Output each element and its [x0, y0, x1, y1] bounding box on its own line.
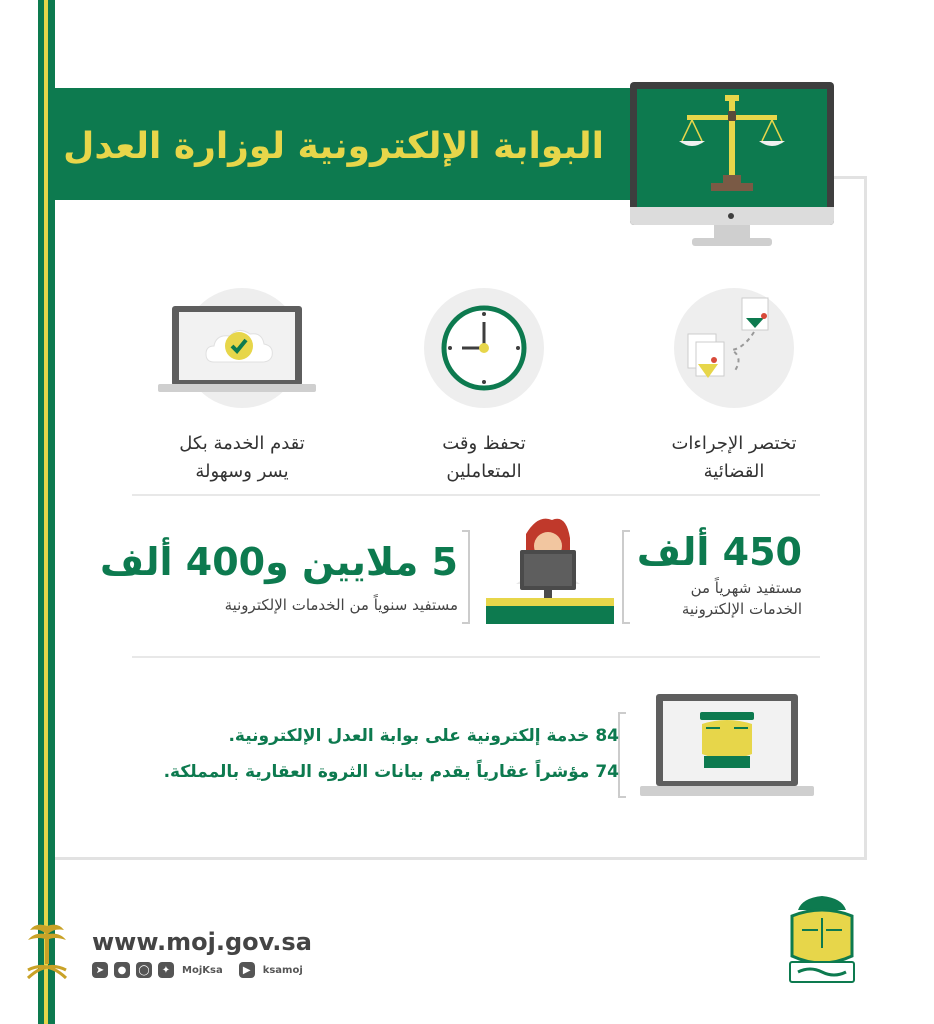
monthly-stat-value: 450 ألف [636, 530, 802, 574]
feature-label-line2: القضائية [703, 461, 765, 482]
feature-label-line2: المتعاملين [446, 461, 522, 482]
laptop-emblem-icon [640, 694, 814, 802]
handle-ksamoj[interactable]: ksamoj [262, 964, 303, 976]
yearly-stat-line1: مستفيد سنوياً من الخدمات الإلكترونية [224, 596, 458, 614]
yearly-stat-value: 5 ملايين و400 ألف [100, 540, 458, 584]
telegram-icon[interactable]: ➤ [92, 962, 108, 978]
bracket-left [462, 530, 470, 624]
monthly-stat-line1: مستفيد شهرياً من [690, 579, 802, 597]
social-links [92, 962, 313, 978]
twitter-icon[interactable]: ✦ [158, 962, 174, 978]
documents-path-icon [674, 288, 794, 408]
feature-save-time [374, 288, 594, 486]
bracket-bullets [618, 712, 626, 798]
monitor-base [692, 238, 772, 246]
bullet-indicators: 74 مؤشراً عقارياً يقدم بيانات الثروة العقارية بالمملكة. [163, 762, 619, 782]
bullet-services: 84 خدمة إلكترونية على بوابة العدل الإلكترونية. [228, 726, 619, 746]
handle-mojksa[interactable]: MojKsa [182, 964, 223, 976]
section-divider [132, 656, 820, 658]
section-divider [132, 494, 820, 496]
page-title: البوابة الإلكترونية لوزارة العدل [63, 126, 604, 167]
snapchat-icon[interactable]: ● [114, 962, 130, 978]
ministry-emblem-logo [778, 892, 866, 988]
monthly-stat-line2: الخدمات الإلكترونية [681, 600, 802, 618]
palm-swords-logo [22, 920, 72, 986]
feature-easy-service [132, 288, 352, 486]
monitor-illustration [630, 82, 834, 225]
monitor-stand [714, 225, 750, 239]
desk-worker-icon [486, 514, 616, 624]
scales-icon [637, 89, 827, 207]
youtube-icon[interactable]: ▶ [239, 962, 255, 978]
instagram-icon[interactable]: ◯ [136, 962, 152, 978]
feature-label-line1: تقدم الخدمة بكل [179, 433, 305, 454]
feature-label-line1: تختصر الإجراءات [671, 433, 797, 454]
website-url[interactable]: www.moj.gov.sa [92, 928, 312, 956]
feature-label-line1: تحفظ وقت [442, 433, 526, 454]
power-dot [728, 213, 734, 219]
left-stripe [38, 0, 55, 1024]
laptop-check-icon [182, 288, 302, 408]
feature-label-line2: يسر وسهولة [195, 461, 289, 482]
bracket-right [622, 530, 630, 624]
feature-shorten-procedures [624, 288, 844, 486]
clock-icon [424, 288, 544, 408]
